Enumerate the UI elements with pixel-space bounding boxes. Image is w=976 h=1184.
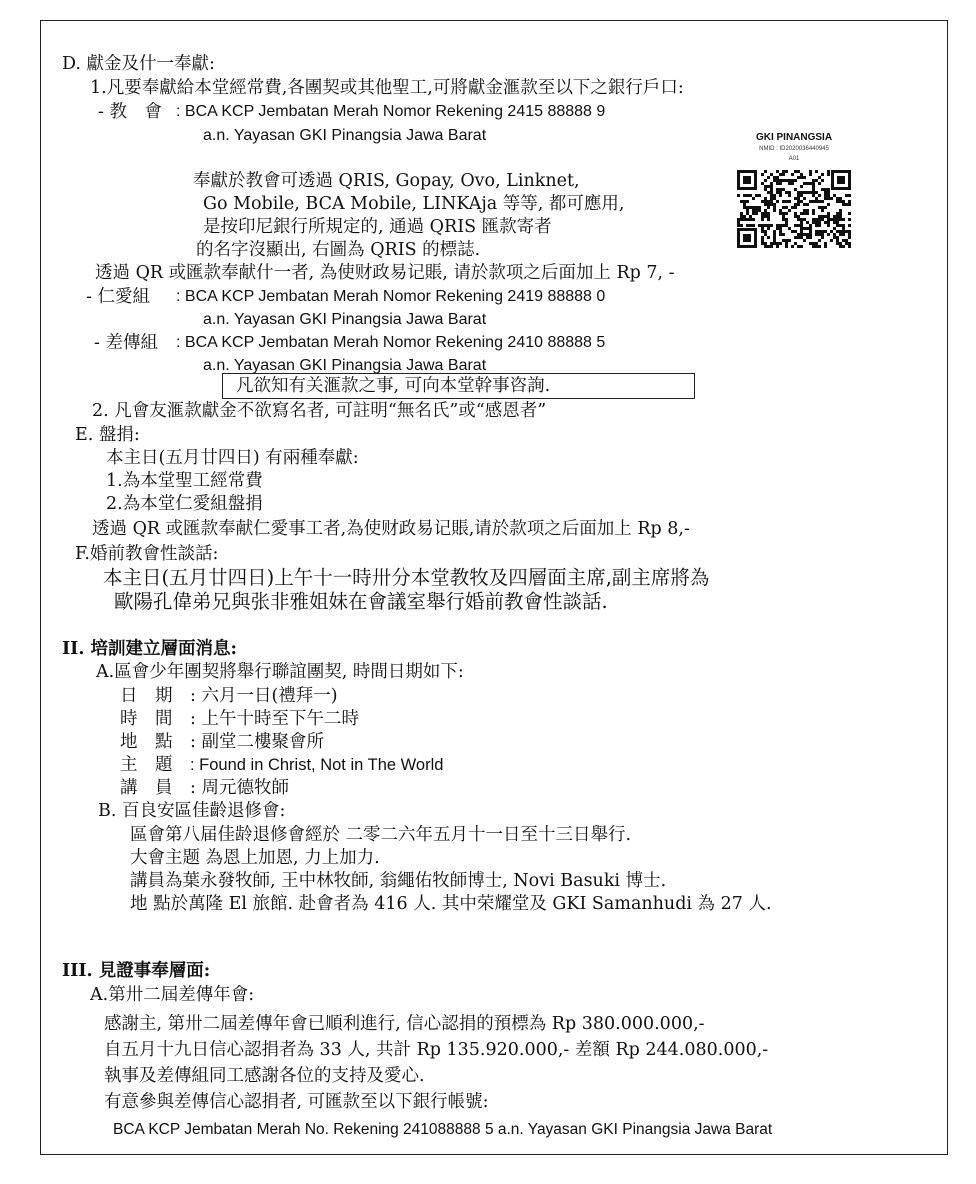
section-ii-b-title: B. 百良安區佳齡退修會: — [98, 801, 286, 821]
section-d-item1: 1.凡要奉獻給本堂經常費,各團契或其他聖工,可將獻金滙款至以下之銀行戶口: — [90, 78, 684, 98]
qris-line-3: 是按印尼銀行所規定的, 通過 QRIS 匯款寄者 — [203, 217, 552, 237]
section-ii-b-line2: 大會主题 為恩上加恩, 力上加力. — [130, 848, 380, 868]
section-iii-title: III. 見證事奉層面: — [62, 961, 211, 981]
qris-code-block — [730, 128, 858, 254]
section-ii-b-line1: 區會第八届佳龄退修會經於 二零二六年五月十一日至十三日舉行. — [130, 825, 632, 845]
section-e-line1: 本主日(五月廿四日) 有兩種奉獻: — [106, 448, 359, 468]
boxed-notice: 凡欲知有关滙款之事, 可向本堂幹事咨詢. — [236, 376, 551, 396]
mission-account-owner: a.n. Yayasan GKI Pinangsia Jawa Barat — [203, 357, 487, 374]
time-value: : 上午十時至下午二時 — [190, 709, 359, 729]
section-iii-line2: 自五月十九日信心認捐者為 33 人, 共計 Rp 135.920.000,- 差額 Rp 244.080.000,- — [104, 1040, 769, 1060]
theme-value: : Found in Christ, Not in The World — [190, 756, 444, 774]
section-ii-a-title: A.區會少年團契將舉行聯誼團契, 時間日期如下: — [96, 662, 464, 682]
qr-nmid: NMID : ID2020036440945 — [759, 146, 829, 152]
qr-code-label: A01 — [788, 156, 800, 162]
place-value: : 副堂二樓聚會所 — [190, 732, 324, 752]
church-label: - 教 會 — [98, 102, 162, 122]
section-e-item2: 2.為本堂仁愛組盤捐 — [106, 494, 263, 514]
section-iii-line1: 感謝主, 第卅二屆差傳年會已順利進行, 信心認捐的預標為 Rp 380.000.000,- — [104, 1014, 705, 1034]
section-f-line2: 歐陽孔偉弟兄與张非雅姐妹在會議室舉行婚前教會性談話. — [114, 590, 608, 613]
section-iii-a-title: A.第卅二屆差傳年會: — [90, 985, 255, 1005]
charity-label: - 仁愛組 — [86, 287, 150, 307]
section-ii-b-line4: 地 點於萬隆 El 旅館. 赴會者為 416 人. 其中荣耀堂及 GKI Samanhudi 為 27 人. — [130, 894, 772, 914]
qr-title: GKI PINANGSIA — [755, 132, 833, 143]
section-ii-title: II. 培訓建立層面消息: — [62, 639, 238, 659]
qr-code-icon — [735, 168, 853, 250]
section-ii-b-line3: 講員為葉永發牧師, 王中林牧師, 翁繩佑牧師博士, Novi Basuki 博士. — [130, 871, 667, 891]
section-e-title: E. 盤捐: — [75, 425, 140, 445]
date-value: : 六月一日(禮拜一) — [190, 686, 338, 706]
charity-account-owner: a.n. Yayasan GKI Pinangsia Jawa Barat — [203, 311, 487, 328]
theme-label: 主 題 — [120, 755, 173, 775]
section-iii-bank-line: BCA KCP Jembatan Merah No. Rekening 241088888 5 a.n. Yayasan GKI Pinangsia Jawa Barat — [113, 1121, 773, 1138]
speaker-value: : 周元德牧師 — [190, 778, 289, 798]
church-account-owner: a.n. Yayasan GKI Pinangsia Jawa Barat — [203, 127, 487, 144]
mission-account: : BCA KCP Jembatan Merah Nomor Rekening 2410 88888 5 — [176, 334, 606, 351]
section-iii-line3: 執事及差傳組同工感謝各位的支持及愛心. — [104, 1066, 425, 1086]
tithe-note: 透過 QR 或匯款奉献什一者, 為使财政易记賬, 请於款项之后面加上 Rp 7, - — [95, 263, 675, 283]
section-f-title: F.婚前教會性談話: — [75, 544, 219, 564]
place-label: 地 點 — [120, 732, 173, 752]
speaker-label: 講 員 — [120, 778, 173, 798]
qris-line-4: 的名字沒顯出, 右圖為 QRIS 的標誌. — [196, 240, 481, 260]
charity-account: : BCA KCP Jembatan Merah Nomor Rekening 2419 88888 0 — [176, 288, 606, 305]
section-e-note: 透過 QR 或匯款奉献仁愛事工者,為使财政易记賬,请於款项之后面加上 Rp 8,- — [92, 519, 690, 539]
section-iii-line4: 有意參與差傳信心認捐者, 可匯款至以下銀行帳號: — [104, 1092, 489, 1112]
date-label: 日 期 — [120, 686, 173, 706]
section-d-title: D. 獻金及什一奉獻: — [62, 54, 215, 74]
section-f-line1: 本主日(五月廿四日)上午十一時卅分本堂教牧及四層面主席,副主席將為 — [103, 566, 710, 589]
qris-line-2: Go Mobile, BCA Mobile, LINKAja 等等, 都可應用, — [203, 194, 625, 214]
mission-label: - 差傳組 — [94, 333, 158, 353]
section-d-item2: 2. 凡會友滙款獻金不欲寫名者, 可註明“無名氏”或“感恩者” — [92, 401, 547, 421]
church-account: : BCA KCP Jembatan Merah Nomor Rekening 2415 88888 9 — [176, 103, 606, 120]
section-e-item1: 1.為本堂聖工經常費 — [106, 471, 263, 491]
time-label: 時 間 — [120, 709, 173, 729]
qris-line-1: 奉獻於教會可透過 QRIS, Gopay, Ovo, Linknet, — [193, 171, 580, 191]
